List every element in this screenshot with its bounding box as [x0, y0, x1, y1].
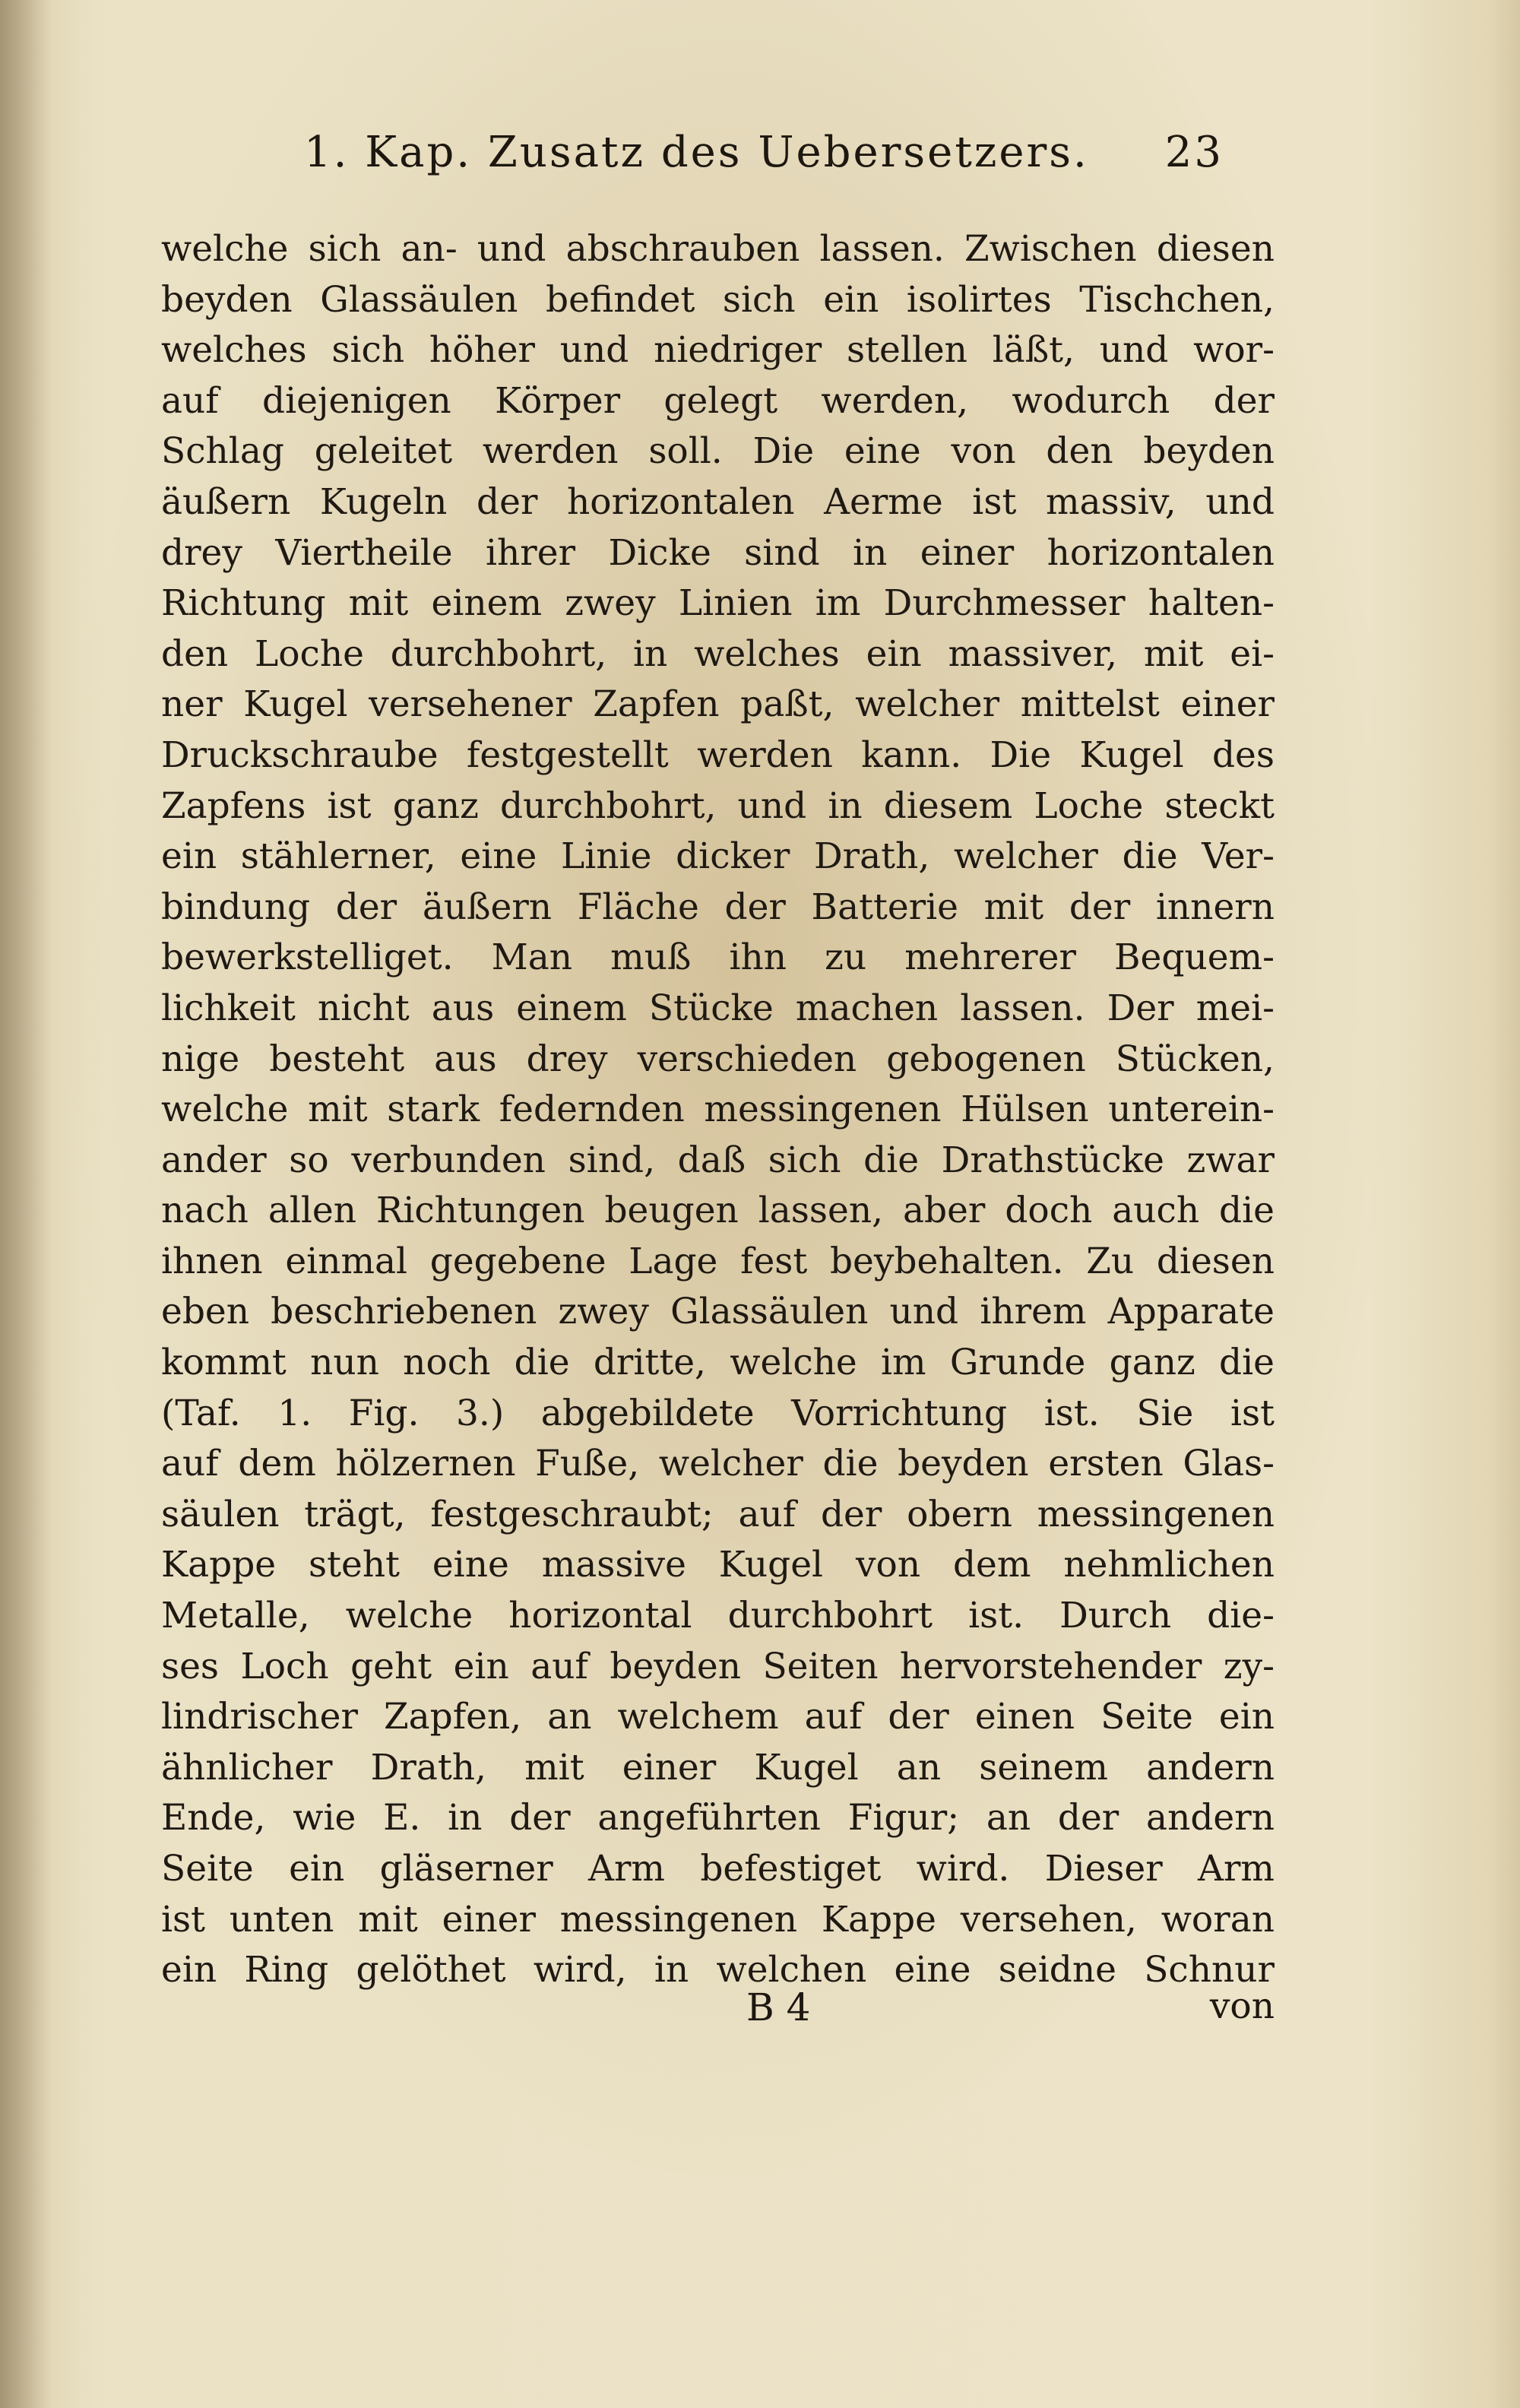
- text-line: nach allen Richtungen beugen lassen, aber doch auch die: [161, 1190, 1275, 1232]
- text-line: ihnen einmal gegebene Lage fest beybehalten. Zu diesen: [161, 1240, 1275, 1282]
- text-line: auf dem hölzernen Fuße, welcher die beyden ersten Glas-: [161, 1443, 1275, 1485]
- text-line: bindung der äußern Fläche der Batterie mit der innern: [161, 886, 1275, 928]
- text-line: kommt nun noch die dritte, welche im Grunde ganz die: [161, 1342, 1275, 1384]
- text-line: Richtung mit einem zwey Linien im Durchmesser halten-: [161, 582, 1275, 625]
- text-line: welche sich an- und abschrauben lassen. Zwischen diesen: [161, 228, 1275, 270]
- text-line: ein stählerner, eine Linie dicker Drath, welcher die Ver-: [161, 835, 1275, 878]
- signature-mark: B 4: [746, 1985, 811, 2029]
- text-line: auf diejenigen Körper gelegt werden, wodurch der: [161, 379, 1275, 422]
- text-line: ses Loch geht ein auf beyden Seiten hervorstehender zy-: [161, 1645, 1275, 1687]
- page-number: 23: [1164, 128, 1224, 177]
- text-line: beyden Glassäulen befindet sich ein isolirtes Tischchen,: [161, 278, 1275, 321]
- text-line: drey Viertheile ihrer Dicke sind in einer horizontalen: [161, 531, 1275, 574]
- text-line: ähnlicher Drath, mit einer Kugel an seinem andern: [161, 1746, 1275, 1789]
- catchword: von: [1209, 1985, 1275, 2027]
- text-line: bewerkstelliget. Man muß ihn zu mehrerer Bequem-: [161, 936, 1275, 979]
- text-line: säulen trägt, festgeschraubt; auf der obern messingenen: [161, 1493, 1275, 1535]
- text-line: Zapfens ist ganz durchbohrt, und in diesem Loche steckt: [161, 784, 1275, 827]
- page-header: [304, 128, 1224, 181]
- page-footer: [161, 1985, 1275, 2039]
- text-line: Metalle, welche horizontal durchbohrt ist. Durch die-: [161, 1595, 1275, 1637]
- text-line: äußern Kugeln der horizontalen Aerme ist massiv, und: [161, 480, 1275, 523]
- text-line: lichkeit nicht aus einem Stücke machen lassen. Der mei-: [161, 987, 1275, 1029]
- text-line: Druckschraube festgestellt werden kann. Die Kugel des: [161, 733, 1275, 776]
- text-line: ist unten mit einer messingenen Kappe versehen, woran: [161, 1898, 1275, 1941]
- running-head: 1. Kap. Zusatz des Uebersetzers.: [304, 128, 1089, 177]
- body-text: [161, 224, 1275, 1996]
- text-line: (Taf. 1. Fig. 3.) abgebildete Vorrichtung ist. Sie ist: [161, 1392, 1275, 1434]
- text-line: lindrischer Zapfen, an welchem auf der einen Seite ein: [161, 1696, 1275, 1738]
- text-line: ner Kugel versehener Zapfen paßt, welcher mittelst einer: [161, 683, 1275, 726]
- text-line: Seite ein gläserner Arm befestiget wird. Dieser Arm: [161, 1848, 1275, 1890]
- text-line: ein Ring gelöthet wird, in welchen eine seidne Schnur: [161, 1949, 1275, 1991]
- text-line: Ende, wie E. in der angeführten Figur; an der andern: [161, 1797, 1275, 1839]
- text-line: Schlag geleitet werden soll. Die eine von den beyden: [161, 430, 1275, 473]
- text-line: welche mit stark federnden messingenen Hülsen unterein-: [161, 1088, 1275, 1131]
- gutter-shadow: [0, 0, 53, 2408]
- text-line: den Loche durchbohrt, in welches ein massiver, mit ei-: [161, 632, 1275, 675]
- text-line: welches sich höher und niedriger stellen läßt, und wor-: [161, 329, 1275, 372]
- text-line: nige besteht aus drey verschieden gebogenen Stücken,: [161, 1038, 1275, 1080]
- text-line: Kappe steht eine massive Kugel von dem nehmlichen: [161, 1544, 1275, 1586]
- text-line: eben beschriebenen zwey Glassäulen und ihrem Apparate: [161, 1291, 1275, 1333]
- text-line: ander so verbunden sind, daß sich die Drathstücke zwar: [161, 1139, 1275, 1181]
